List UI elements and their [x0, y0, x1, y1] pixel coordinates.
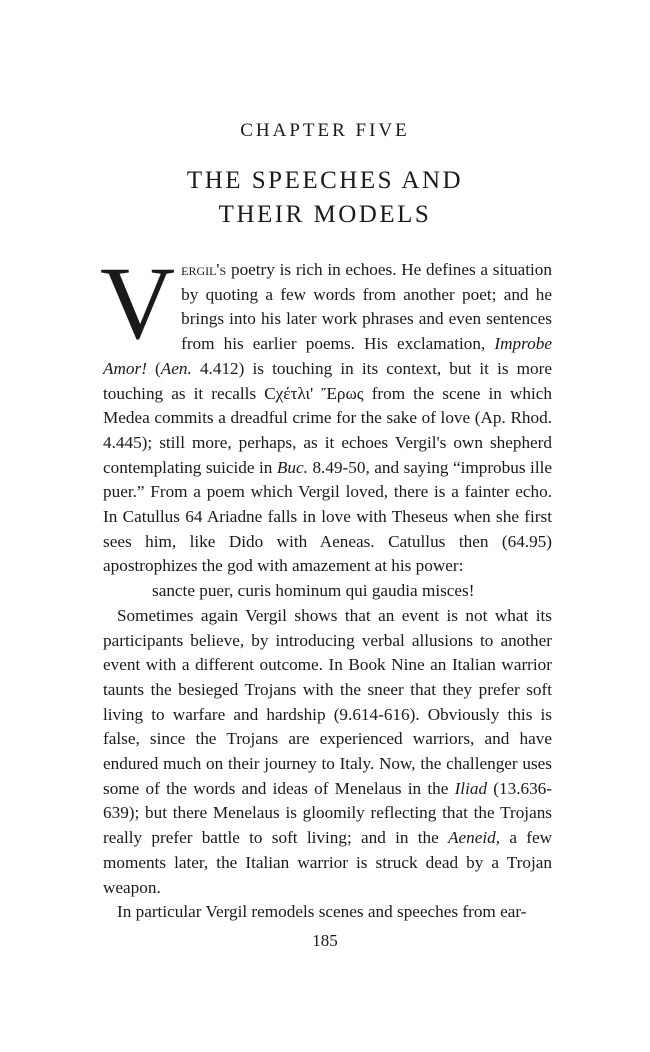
page-number: 185	[312, 931, 338, 950]
opening-small-caps: ergil's	[181, 260, 227, 279]
chapter-title-line-1: THE SPEECHES AND	[186, 167, 464, 194]
paragraph-1	[100, 246, 552, 579]
paragraph-2	[103, 604, 552, 900]
paragraph-1-italic-a: Improbe Amor!	[103, 334, 552, 378]
drop-cap: V	[100, 246, 176, 361]
chapter-label: CHAPTER FIVE	[240, 120, 410, 141]
paragraph-1-text-d: 8.49-50, and saying “improbus ille puer.” From a poem which Vergil loved, there is a fainter echo. In Catullus 64 Ariadne falls in love with Theseus when she first sees him, like Dido with Aeneas. Catullus then (64.95) apostrophizes the god with amazement at his power:	[103, 457, 552, 576]
paragraph-2-text-b: (13.636-639); but there Menelaus is gloomily reflecting that the Trojans really prefer battle to soft living; and in the	[103, 778, 552, 848]
paragraph-2-italic-a: Iliad	[454, 778, 488, 798]
paragraph-3: In particular Vergil remodels scenes and speeches from ear-	[117, 902, 527, 922]
paragraph-1-text-c: 4.412) is touching in its context, but it is more touching as it recalls Cχέτλι' Ἔρως from the scene in which Medea commits a dreadful crime for the sake of love (Ap. Rhod. 4.445); still more, perhaps, as it echoes Vergil's own shepherd contemplating suicide in	[103, 358, 552, 477]
paragraph-2-text-c: a few moments later, the Italian warrior is struck dead by a Trojan weapon.	[103, 828, 552, 897]
paragraph-1-text-a: poetry is rich in echoes. He defines a situation by quoting a few words from another poet; and he brings into his later work phrases and even sentences from his earlier poems. His exclamation,	[181, 260, 552, 354]
paragraph-1-italic-c: Buc.	[276, 457, 308, 477]
block-quote: sancte puer, curis hominum qui gaudia misces!	[152, 581, 475, 601]
paragraph-1-text-b: (	[146, 358, 161, 378]
body-text	[100, 246, 552, 925]
paragraph-2-italic-b: Aeneid,	[448, 828, 501, 848]
paragraph-2-text-a: Sometimes again Vergil shows that an event is not what its participants believe, by introducing verbal allusions to another event with a different outcome. In Book Nine an Italian warrior taunts the besieged Trojans with the sneer that they prefer soft living to warfare and hardship (9.614-616). Obviously this is false, since the Trojans are experienced warriors, and have endured much on their journey to Italy. Now, the challenger uses some of the words and ideas of Menelaus in the	[103, 605, 552, 798]
paragraph-1-italic-b: Aen.	[160, 358, 192, 378]
chapter-title-line-2: THEIR MODELS	[218, 201, 432, 228]
